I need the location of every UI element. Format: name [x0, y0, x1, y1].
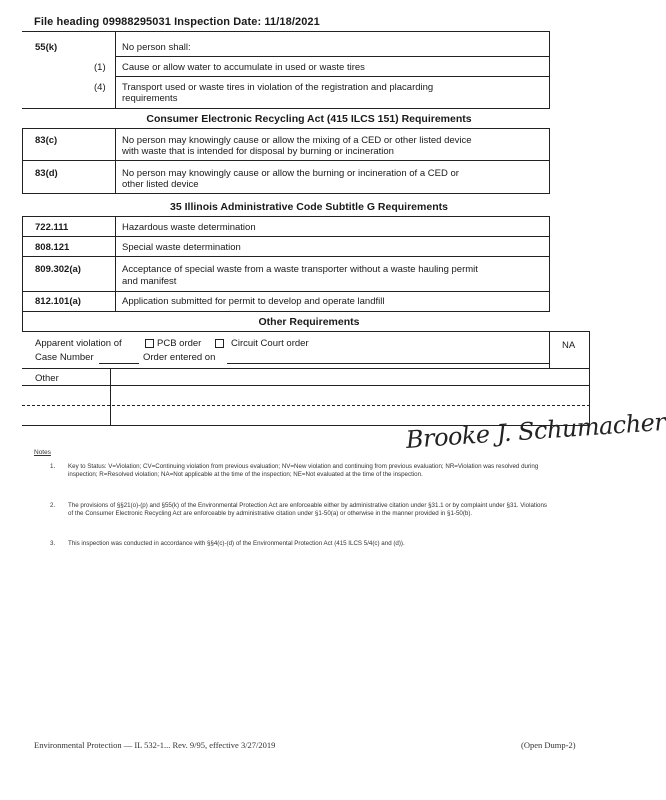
order-entered-label: Order entered on: [143, 352, 216, 363]
row-text: Acceptance of special waste from a waste transporter without a waste hauling permit: [122, 264, 478, 275]
row-text: with waste that is intended for disposal by burning or incineration: [122, 146, 394, 157]
note-number: 1.: [50, 463, 56, 470]
circuit-court-order-label: Circuit Court order: [231, 338, 309, 349]
row-code: 83(c): [35, 135, 58, 146]
pcb-order-checkbox[interactable]: [145, 339, 154, 348]
note-text: The provisions of §§21(o)-(p) and §55(k) of the Environmental Protection Act are enforceable either by administrative citation under §31.1 or by complaint under §31. Violations of the Consumer Electronic Recycling Act are enforceable by administrative citation under §1-50(a) or otherwise in the manner provided in §1-50(b).: [68, 502, 547, 517]
order-entered-field[interactable]: [227, 363, 549, 364]
rule: [22, 160, 550, 161]
rule: [22, 236, 550, 237]
note-number: 2.: [50, 502, 56, 509]
row-text: and manifest: [122, 276, 177, 287]
row-code: 812.101(a): [35, 296, 81, 307]
row-text: Application submitted for permit to develop and operate landfill: [122, 296, 385, 307]
status-column-border: [549, 331, 550, 368]
row-text: No person may knowingly cause or allow the burning or incineration of a CED or: [122, 168, 459, 179]
rule: [115, 76, 549, 77]
note-text: Key to Status: V=Violation; CV=Continuing violation from previous evaluation; NV=New violation and continuing from previous evaluation; NR=Violation was resolved during inspection; R=Resolved violation; NA=Not applicable at the time of the inspection; NE=Not evaluated at the time of the inspection.: [68, 463, 539, 478]
rule: [115, 56, 549, 57]
rule: [22, 216, 550, 217]
row-text: requirements: [122, 93, 178, 104]
rule: [22, 331, 590, 332]
row-subcode: (4): [94, 82, 106, 93]
file-heading: File heading 09988295031 Inspection Date: 11/18/2021: [34, 16, 320, 28]
status-value: NA: [562, 340, 576, 351]
rule: [22, 368, 590, 369]
column-divider: [115, 216, 116, 312]
rule: [22, 128, 550, 129]
status-column-right: [589, 331, 590, 368]
rule: [22, 108, 550, 109]
note-text: This inspection was conducted in accordance with §§4(c)-(d) of the Environmental Protection Act (415 ILCS 5/4(c) and (d)).: [68, 540, 405, 547]
other-field-line[interactable]: [22, 385, 590, 386]
row-text: Cause or allow water to accumulate in used or waste tires: [122, 62, 365, 73]
row-code: 808.121: [35, 242, 70, 253]
rule: [22, 291, 550, 292]
column-divider: [115, 32, 116, 109]
table-border: [22, 216, 23, 312]
section-title: 35 Illinois Administrative Code Subtitle G Requirements: [170, 201, 448, 213]
note-number: 3.: [50, 540, 56, 547]
other-field-line[interactable]: [22, 405, 590, 406]
rule: [22, 193, 550, 194]
form-footer-page: (Open Dump-2): [521, 740, 576, 750]
row-code: 55(k): [35, 42, 58, 53]
row-text: other listed device: [122, 179, 199, 190]
circuit-court-order-checkbox[interactable]: [215, 339, 224, 348]
row-text: Hazardous waste determination: [122, 222, 256, 233]
row-text: Transport used or waste tires in violation of the registration and placarding: [122, 82, 434, 93]
row-text: No person may knowingly cause or allow the mixing of a CED or other listed device: [122, 135, 472, 146]
row-text: Special waste determination: [122, 242, 241, 253]
section-title: Other Requirements: [258, 316, 360, 328]
rule: [22, 31, 550, 32]
apparent-violation-label: Apparent violation of: [35, 338, 122, 349]
case-number-field[interactable]: [99, 363, 139, 364]
inspector-signature: Brooke J. Schumacher: [405, 407, 666, 454]
row-code: 83(d): [35, 168, 58, 179]
pcb-order-label: PCB order: [157, 338, 202, 349]
row-text: No person shall:: [122, 42, 191, 53]
status-column-border: [549, 216, 550, 312]
rule: [22, 256, 550, 257]
other-label: Other: [35, 373, 59, 384]
column-divider: [110, 368, 111, 426]
rule: [22, 311, 550, 312]
row-code: 809.302(a): [35, 264, 81, 275]
row-code: 722.111: [35, 222, 69, 233]
section-title: Consumer Electronic Recycling Act (415 ILCS 151) Requirements: [146, 113, 472, 125]
row-subcode: (1): [94, 62, 106, 73]
notes-title: Notes: [34, 449, 51, 456]
case-number-label: Case Number: [35, 352, 94, 363]
form-footer-id: Environmental Protection — IL 532-1... Rev. 9/95, effective 3/27/2019: [34, 740, 276, 750]
status-column-border: [549, 32, 550, 109]
